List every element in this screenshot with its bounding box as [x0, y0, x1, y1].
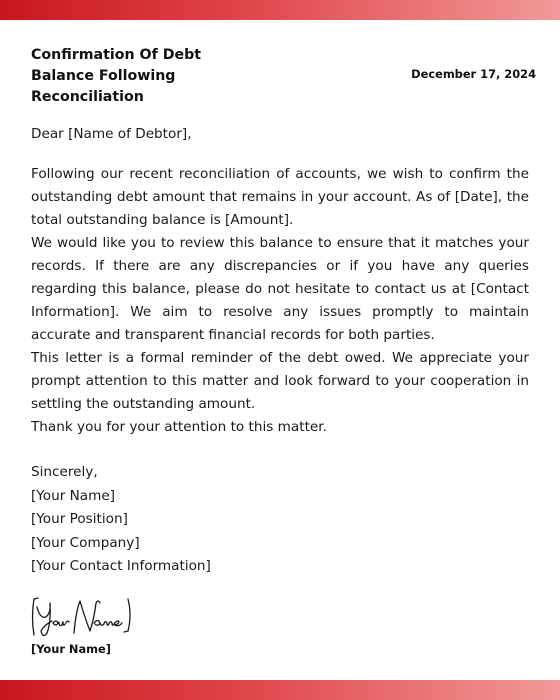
signature-label: [Your Name] [31, 642, 111, 656]
bottom-accent-band [0, 680, 560, 700]
sender-company: [Your Company] [31, 534, 140, 551]
body-paragraph: Thank you for your attention to this matter. [31, 419, 327, 435]
handwritten-signature [28, 593, 143, 641]
closing-block [31, 461, 211, 579]
greeting: Dear [Name of Debtor], [31, 126, 192, 142]
body-paragraph: Following our recent reconciliation of accounts, we wish to confirm the outstanding debt amount that remains in your account. As of [Date], the total outstanding balance is [Amount]. [31, 166, 529, 228]
body-paragraph: This letter is a formal reminder of the debt owed. We appreciate your prompt attention to this matter and look forward to your cooperation in settling the outstanding amount. [31, 350, 529, 412]
sender-position: [Your Position] [31, 511, 128, 527]
letter-date: December 17, 2024 [411, 67, 536, 81]
letter-title: Confirmation Of Debt Balance Following Reconciliation [31, 47, 202, 105]
sign-off: Sincerely, [31, 464, 98, 480]
letter-body [31, 163, 529, 439]
body-paragraph: We would like you to review this balance to ensure that it matches your records. If there are any discrepancies or if you have any queries regarding this balance, please do not hesitate to contact us at [Contact Information]. We aim to resolve any issues promptly to maintain accurate and transparent financial records for both parties. [31, 235, 529, 343]
sender-contact: [Your Contact Information] [31, 558, 211, 574]
top-accent-band [0, 0, 560, 20]
sender-name: [Your Name] [31, 487, 116, 504]
